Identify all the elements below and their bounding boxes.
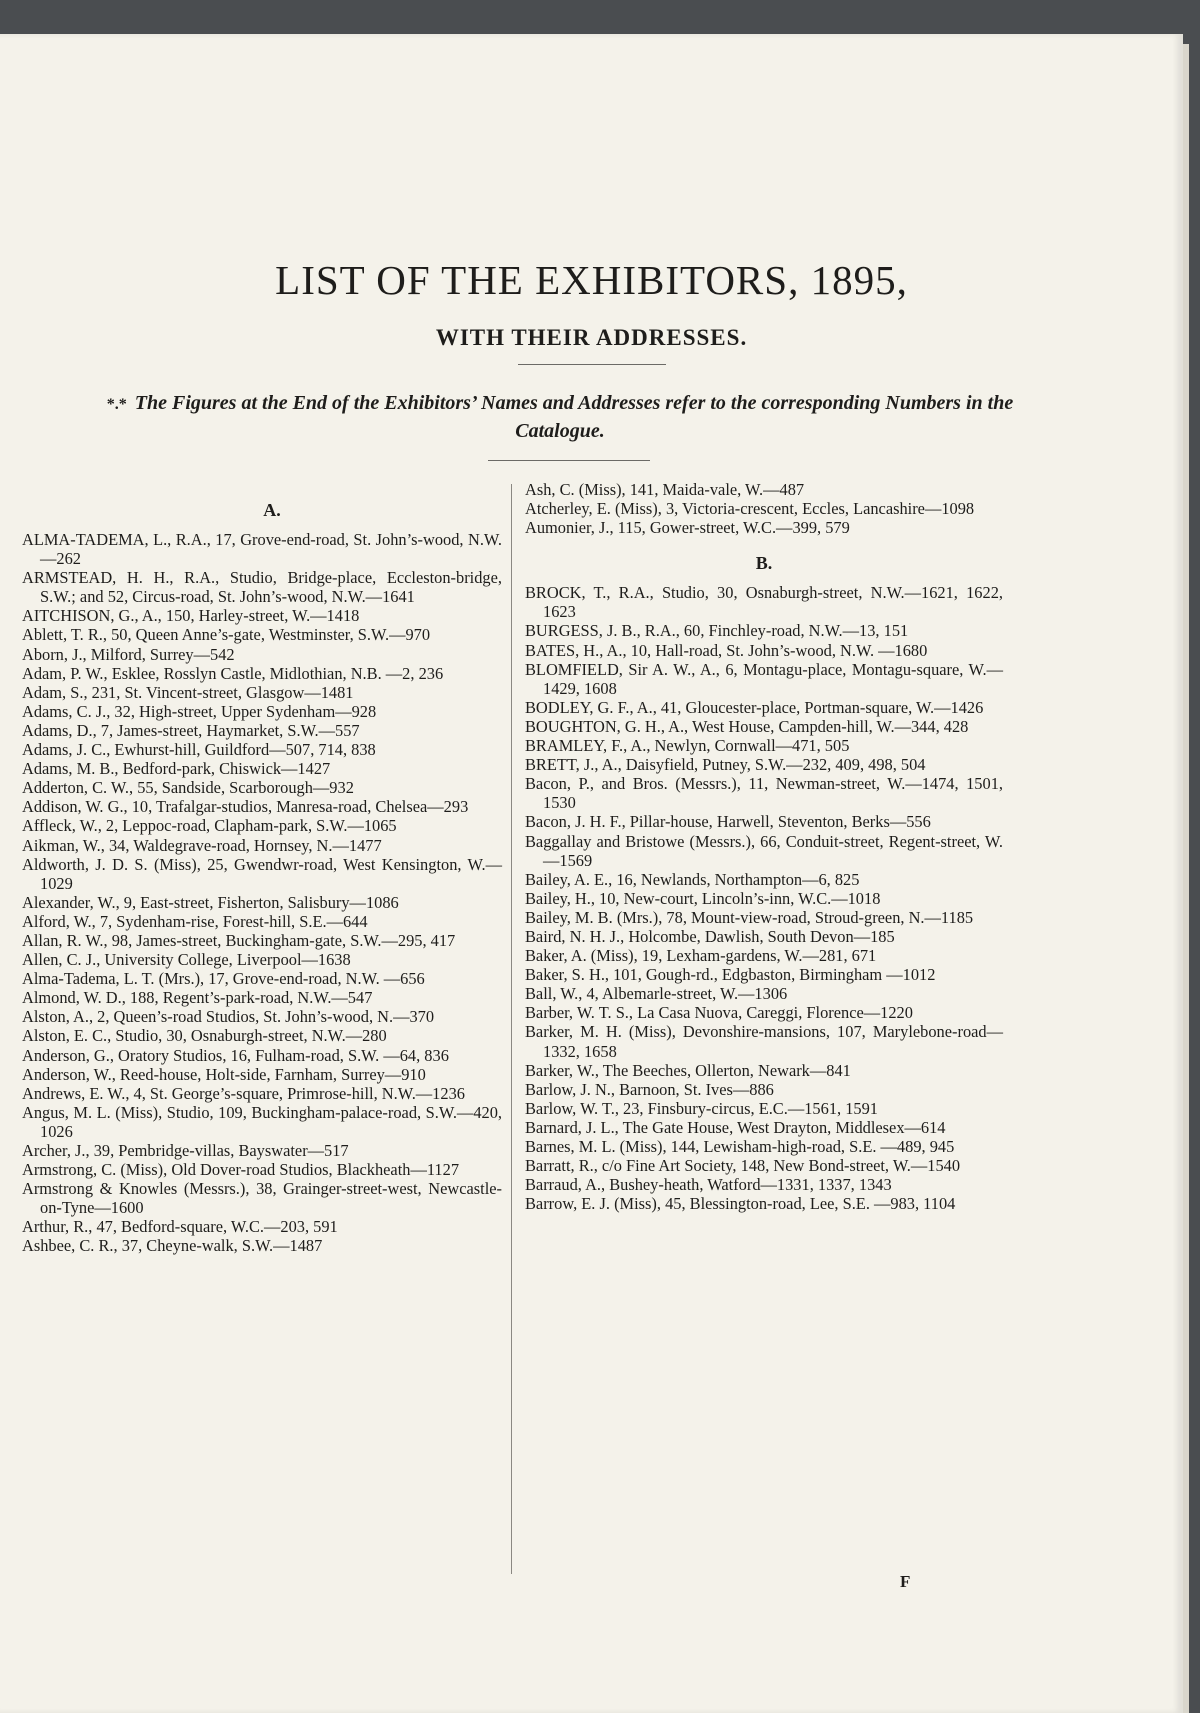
exhibitor-list-b: [525, 583, 1003, 1213]
page-edge: [1183, 44, 1189, 1713]
exhibitor-entry: BURGESS, J. B., R.A., 60, Finchley-road, N.W.—13, 151: [525, 621, 909, 641]
exhibitor-entry: Armstrong, C. (Miss), Old Dover-road Studios, Blackheath—1127: [22, 1160, 460, 1180]
exhibitor-entry: Barnes, M. L. (Miss), 144, Lewisham-high-road, S.E. —489, 945: [525, 1137, 955, 1156]
exhibitor-entry: ARMSTEAD, H. H., R.A., Studio, Bridge-place, Eccleston-bridge, S.W.; and 52, Circus-road, St. John’s-wood, N.W.—1641: [22, 568, 502, 607]
note-rule: [488, 460, 650, 461]
exhibitor-entry: Almond, W. D., 188, Regent’s-park-road, N.W.—547: [22, 988, 373, 1008]
exhibitor-entry: Andrews, E. W., 4, St. George’s-square, Primrose-hill, N.W.—1236: [22, 1083, 465, 1103]
exhibitor-entry: Baker, S. H., 101, Gough-rd., Edgbaston, Birmingham —1012: [525, 965, 936, 985]
exhibitor-entry: Barratt, R., c/o Fine Art Society, 148, New Bond-street, W.—1540: [525, 1156, 961, 1176]
exhibitor-entry: Baird, N. H. J., Holcombe, Dawlish, South Devon—185: [525, 926, 895, 946]
exhibitor-entry: Alma-Tadema, L. T. (Mrs.), 17, Grove-end-road, N.W. —656: [22, 969, 425, 989]
exhibitor-entry: Bailey, H., 10, New-court, Lincoln’s-inn, W.C.—1018: [525, 888, 881, 908]
exhibitor-entry: BATES, H., A., 10, Hall-road, St. John’s-wood, N.W. —1680: [525, 640, 928, 660]
exhibitor-entry: Allen, C. J., University College, Liverpool—1638: [22, 950, 351, 970]
exhibitor-entry: Barraud, A., Bushey-heath, Watford—1331, 1337, 1343: [525, 1175, 892, 1195]
exhibitor-entry: Adams, D., 7, James-street, Haymarket, S.W.—557: [22, 720, 360, 740]
exhibitor-entry: Affleck, W., 2, Leppoc-road, Clapham-park, S.W.—1065: [22, 816, 397, 836]
exhibitor-entry: Alston, E. C., Studio, 30, Osnaburgh-street, N.W.—280: [22, 1026, 387, 1046]
exhibitor-entry: Barlow, J. N., Barnoon, St. Ives—886: [525, 1079, 774, 1099]
exhibitor-entry: Aldworth, J. D. S. (Miss), 25, Gwendwr-road, West Kensington, W.—1029: [22, 854, 502, 893]
section-heading-b: B.: [755, 553, 773, 574]
exhibitor-entry: Barnard, J. L., The Gate House, West Drayton, Middlesex—614: [525, 1117, 946, 1137]
exhibitor-entry: Adam, P. W., Esklee, Rosslyn Castle, Midlothian, N.B. —2, 236: [22, 663, 444, 683]
page-title: LIST OF THE EXHIBITORS, 1895,: [275, 257, 908, 303]
exhibitor-entry: Addison, W. G., 10, Trafalgar-studios, Manresa-road, Chelsea—293: [22, 797, 469, 817]
exhibitor-entry: Ashbee, C. R., 37, Cheyne-walk, S.W.—1487: [22, 1236, 323, 1256]
section-heading-a: A.: [263, 500, 281, 520]
exhibitor-entry: BODLEY, G. F., A., 41, Gloucester-place, Portman-square, W.—1426: [525, 697, 984, 717]
exhibitor-entry: Anderson, G., Oratory Studios, 16, Fulham-road, S.W. —64, 836: [22, 1045, 449, 1065]
exhibitor-entry: Atcherley, E. (Miss), 3, Victoria-crescent, Eccles, Lancashire—1098: [525, 499, 975, 519]
exhibitor-entry: Aumonier, J., 115, Gower-street, W.C.—399, 579: [525, 518, 850, 538]
exhibitor-entry: Ablett, T. R., 50, Queen Anne’s-gate, Westminster, S.W.—970: [22, 625, 431, 645]
exhibitor-entry: Baker, A. (Miss), 19, Lexham-gardens, W.—281, 671: [525, 946, 877, 966]
exhibitor-entry: Adderton, C. W., 55, Sandside, Scarborough—932: [22, 778, 354, 798]
subtitle-rule: [518, 364, 666, 365]
catalogue-page: [0, 34, 1183, 1713]
exhibitor-entry: Alston, A., 2, Queen’s-road Studios, St. John’s-wood, N.—370: [22, 1007, 435, 1027]
exhibitor-entry: Adams, J. C., Ewhurst-hill, Guildford—507, 714, 838: [22, 740, 376, 760]
exhibitor-entry: Ball, W., 4, Albemarle-street, W.—1306: [525, 984, 788, 1004]
exhibitor-entry: Armstrong & Knowles (Messrs.), 38, Grainger-street-west, Newcastle-on-Tyne—1600: [22, 1179, 502, 1218]
exhibitor-entry: Adams, M. B., Bedford-park, Chiswick—1427: [22, 759, 331, 779]
exhibitor-entry: Bacon, J. H. F., Pillar-house, Harwell, Steventon, Berks—556: [525, 812, 931, 832]
exhibitor-entry: AITCHISON, G., A., 150, Harley-street, W.—1418: [22, 606, 360, 626]
note-asterism: *.*: [106, 396, 127, 413]
exhibitor-entry: BLOMFIELD, Sir A. W., A., 6, Montagu-place, Montagu-square, W.—1429, 1608: [525, 659, 1003, 698]
exhibitor-entry: ALMA-TADEMA, L., R.A., 17, Grove-end-road, St. John’s-wood, N.W.—262: [22, 530, 502, 569]
exhibitor-entry: BRAMLEY, F., A., Newlyn, Cornwall—471, 505: [525, 736, 850, 756]
note-text: The Figures at the End of the Exhibitors’ Names and Addresses refer to the corresponding Numbers in the Catalogue.: [134, 392, 1014, 442]
exhibitor-entry: Arthur, R., 47, Bedford-square, W.C.—203, 591: [22, 1217, 338, 1237]
column-divider: [511, 484, 512, 1574]
exhibitor-list-a: [22, 530, 502, 1256]
exhibitor-entry: Barlow, W. T., 23, Finsbury-circus, E.C.—1561, 1591: [525, 1098, 878, 1118]
exhibitor-entry: Adam, S., 231, St. Vincent-street, Glasgow—1481: [22, 682, 354, 702]
left-column: [22, 480, 502, 1256]
exhibitor-list-a-continued: [525, 480, 1003, 537]
right-column: [525, 480, 1003, 1213]
exhibitor-entry: Bacon, P., and Bros. (Messrs.), 11, Newman-street, W.—1474, 1501, 1530: [525, 774, 1003, 813]
exhibitor-entry: BROCK, T., R.A., Studio, 30, Osnaburgh-street, N.W.—1621, 1622, 1623: [525, 583, 1003, 622]
exhibitor-entry: Barker, W., The Beeches, Ollerton, Newark—841: [525, 1060, 851, 1080]
exhibitor-entry: Anderson, W., Reed-house, Holt-side, Farnham, Surrey—910: [22, 1064, 426, 1084]
exhibitor-entry: Aborn, J., Milford, Surrey—542: [22, 644, 235, 664]
exhibitor-entry: Aikman, W., 34, Waldegrave-road, Hornsey, N.—1477: [22, 835, 382, 855]
exhibitor-entry: Barrow, E. J. (Miss), 45, Blessington-road, Lee, S.E. —983, 1104: [525, 1194, 956, 1214]
exhibitor-entry: Barber, W. T. S., La Casa Nuova, Careggi, Florence—1220: [525, 1003, 913, 1023]
exhibitor-entry: Allan, R. W., 98, James-street, Buckingham-gate, S.W.—295, 417: [22, 930, 456, 950]
signature-mark: F: [900, 1572, 911, 1591]
exhibitor-entry: Barker, M. H. (Miss), Devonshire-mansions, 107, Marylebone-road—1332, 1658: [525, 1022, 1003, 1061]
exhibitor-entry: Bailey, M. B. (Mrs.), 78, Mount-view-road, Stroud-green, N.—1185: [525, 907, 974, 927]
exhibitor-entry: Angus, M. L. (Miss), Studio, 109, Buckingham-palace-road, S.W.—420, 1026: [22, 1102, 502, 1141]
catalogue-note: [100, 390, 1020, 444]
exhibitor-entry: Baggallay and Bristowe (Messrs.), 66, Conduit-street, Regent-street, W.—1569: [525, 831, 1003, 870]
exhibitor-entry: Adams, C. J., 32, High-street, Upper Sydenham—928: [22, 701, 377, 721]
exhibitor-entry: Bailey, A. E., 16, Newlands, Northampton—6, 825: [525, 869, 860, 889]
page-subtitle: WITH THEIR ADDRESSES.: [435, 325, 748, 350]
exhibitor-entry: Ash, C. (Miss), 141, Maida-vale, W.—487: [525, 480, 805, 499]
exhibitor-entry: Alexander, W., 9, East-street, Fisherton, Salisbury—1086: [22, 892, 399, 912]
exhibitor-entry: Alford, W., 7, Sydenham-rise, Forest-hill, S.E.—644: [22, 911, 368, 931]
exhibitor-entry: BRETT, J., A., Daisyfield, Putney, S.W.—232, 409, 498, 504: [525, 755, 926, 775]
exhibitor-entry: Archer, J., 39, Pembridge-villas, Bayswater—517: [22, 1141, 349, 1160]
exhibitor-entry: BOUGHTON, G. H., A., West House, Campden-hill, W.—344, 428: [525, 716, 969, 736]
